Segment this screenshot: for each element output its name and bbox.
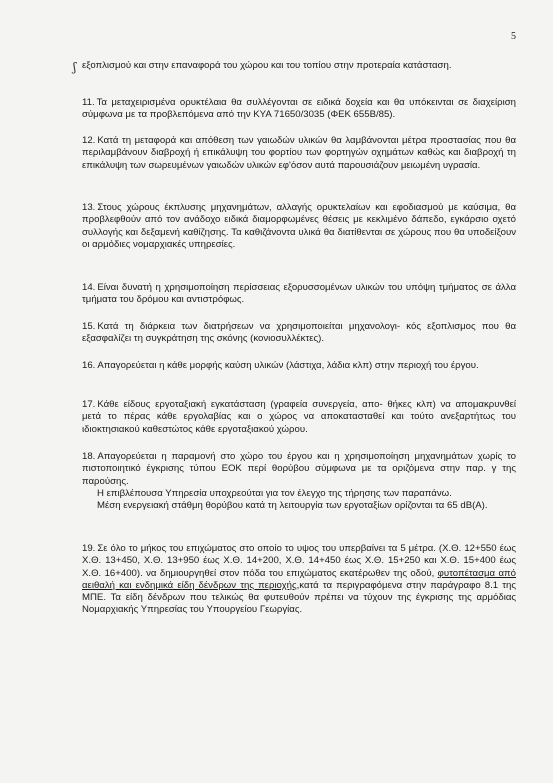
item-text: Απαγορεύεται η παραμονή στο χώρο του έργου και η χρησιμοποίηση μηχανημάτων χωρίς το πιστοποιητικό έγκρισης τύπου ΕΟΚ περί θορύβου σύμφωνα με τα οριζόμενα στην παρ. γ της παρούσης.: [82, 451, 516, 487]
list-item-13: [82, 202, 516, 251]
item-text: Τα μεταχειρισμένα ορυκτέλαια θα συλλέγονται σε ειδικά δοχεία και θα υπόκεινται σε διαχείριση σύμφωνα με τα προβλεπόμενα από την ΚΥΑ 71650/3035 (ΦΕΚ 655Β/85).: [82, 97, 516, 121]
item-number: 19.: [82, 543, 96, 554]
list-item-19: [82, 543, 516, 617]
item-number: 14.: [82, 282, 96, 293]
intro-paragraph: εξοπλισμού και στην επαναφορά του χώρου και του τοπίου στην προτεραία κατάσταση.: [82, 60, 452, 71]
list-item-11: [82, 97, 516, 122]
item-text-b: ,κατά τα περιγραφόμενα στην παράγραφο 8.1 της ΜΠΕ. Τα είδη δένδρων που τελικώς θα φυτευθούν πρέπει να τύχουν της έγκρισης της αρμόδιας Νομαρχιακής Υπηρεσίας του Υπουργείου Γεωργίας.: [82, 579, 517, 616]
item-text-a: Σε όλο το μήκος του επιχώματος στο οποίο το υψος του υπερβαίνει τα 5 μέτρα. (Χ.Θ. 12+550 έως Χ.Θ. 13+450, Χ.Θ. 13+950 έως Χ.Θ. 14+200, Χ.Θ. 14+450 έως Χ.Θ. 15+250 και Χ.Θ. 15+400 έως Χ.Θ. 16+400). να δημιουργηθεί στον πόδα του επιχώματος εκατέρωθεν της οδού,: [82, 543, 516, 579]
margin-mark: ʃ: [73, 60, 77, 74]
item-text: Είναι δυνατή η χρησιμοποίηση περίσσειας εξορυσσομένων υλικών του υπόψη τμήματος σε άλλα τμήματα του δρόμου και αντιστρόφως.: [82, 282, 516, 306]
item-number: 17.: [82, 399, 96, 410]
item-text: Στους χώρους έκπλυσης μηχανημάτων, αλλαγής ορυκτελαίων και εφοδιασμού με καύσιμα, θα προβλεφθούν από τον ανάδοχο ειδικά διαμορφωμένες θέσεις με κεκλιμένο δάπεδο, εγκάρσιο οχετό συλλογής και δεξαμενή καθίζησης. Τα καθιζάνοντα υλικά θα διατίθενται σε χώρους που θα υποδείξουν οι αρμόδιες νομαρχιακές υπηρεσίες.: [82, 202, 516, 250]
item-18-extra-2: Μέση ενεργειακή στάθμη θορύβου κατά τη λειτουργία των εργοταξίων ορίζονται τα 65 dB(A).: [97, 500, 488, 512]
item-number: 16.: [82, 360, 96, 371]
item-number: 11.: [82, 97, 95, 108]
list-item-15: [82, 321, 516, 346]
list-item-14: [82, 282, 516, 307]
list-item-18: [82, 451, 516, 512]
page-number: 5: [511, 31, 516, 42]
item-18-extra-1: Η επιβλέπουσα Υπηρεσία υποχρεούται για τον έλεγχο της τήρησης των παραπάνω.: [97, 487, 452, 499]
item-text: Απαγορεύεται η κάθε μορφής καύση υλικών (λάστιχα, λάδια κλπ) στην περιοχή του έργου.: [97, 360, 479, 371]
list-item-12: [82, 135, 516, 172]
item-text: Κατά τη μεταφορά και απόθεση των γαιωδών υλικών θα λαμβάνονται μέτρα προστασίας που θα περιλαμβάνουν διαβροχή ή επικάλυψη του φορτίου των φορτηγών οχημάτων καθώς και διαβροχή τη επικάλυψη των σωρευμένων γαιωδών υλικών εφ'όσον αυτά παρουσιάζουν μειωμένη υγρασία.: [82, 135, 516, 171]
item-number: 12.: [82, 135, 96, 146]
list-item-17: [82, 399, 516, 436]
list-item-16: [82, 360, 516, 372]
item-text: Κάθε είδους εργοταξιακή εγκατάσταση (γραφεία συνεργεία, απο- θήκες κλπ) να απομακρυνθεί μετά το πέρας κάθε εργολαβίας και ο χώρος να αποκατασταθεί και τούτο ανεξαρτήτως του ιδιοκτησιακού καθεστώτος κάθε εργοταξιακού χώρου.: [82, 399, 516, 435]
item-text-underlined: φυτοπέτασμα από αειθαλή και ενδημικά είδη δένδρων της περιοχής: [82, 567, 516, 591]
item-number: 13.: [82, 202, 96, 213]
item-number: 15.: [82, 321, 96, 332]
item-text: Κατά τη διάρκεια των διατρήσεων να χρησιμοποιείται μηχανολογι- κός εξοπλισμος που θα εξασφαλίζει τη συγκράτηση της σκόνης (κονιοσυλλέκτες).: [82, 321, 516, 345]
item-number: 18.: [82, 451, 96, 462]
